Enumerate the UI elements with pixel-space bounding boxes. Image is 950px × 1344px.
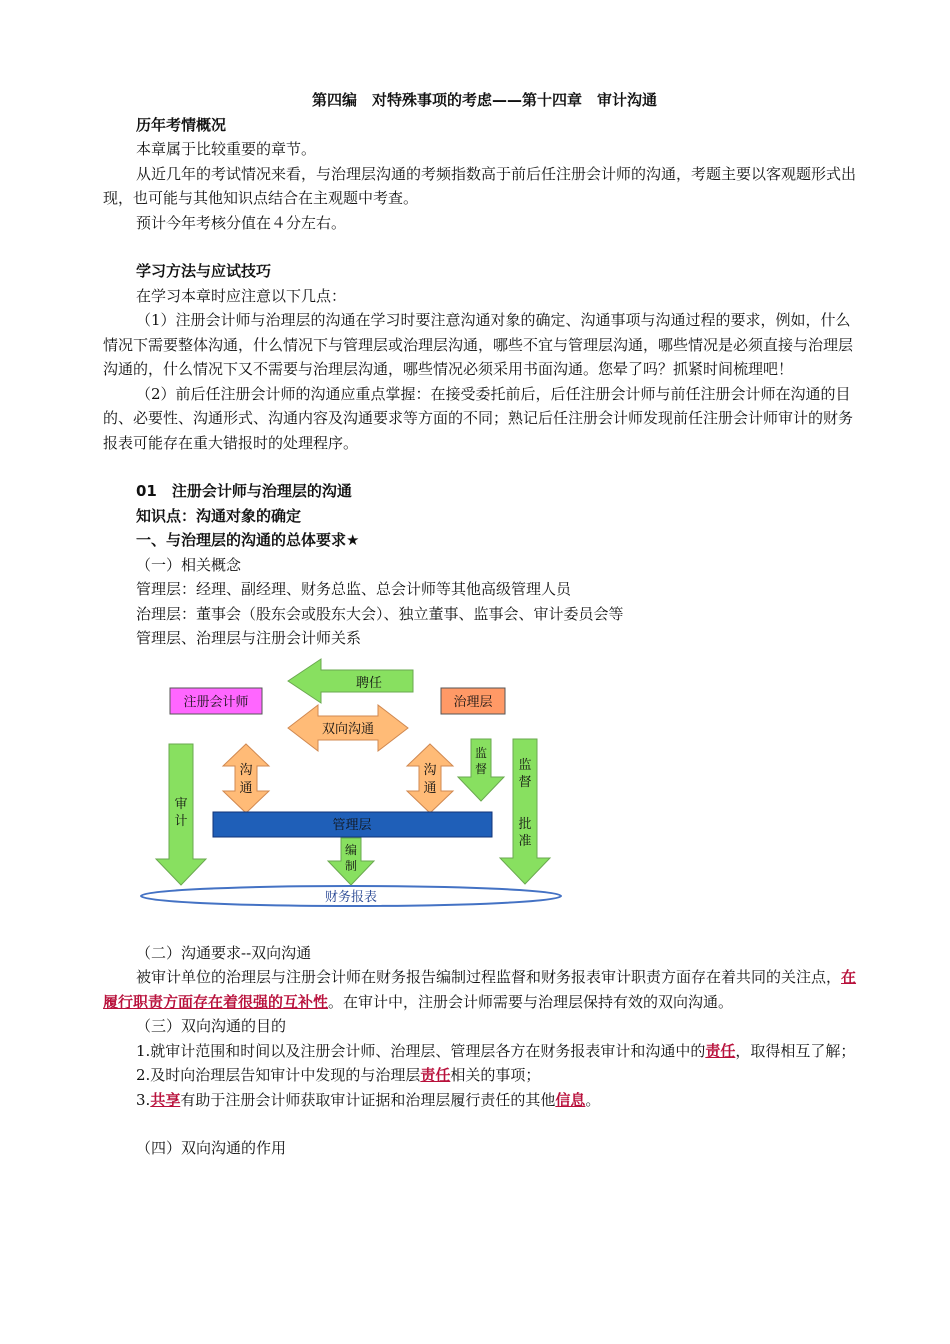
supervise-char-2: 督: [474, 761, 488, 776]
management-label: 管理层: [332, 817, 372, 833]
management-bar: [213, 812, 492, 837]
definition-management: 管理层：经理、副经理、财务总监、总会计师等其他高级管理人员: [136, 580, 572, 598]
emphasis-text: 责任: [420, 1066, 451, 1084]
paragraph: 在学习本章时应注意以下几点：: [136, 286, 347, 305]
page-title: 第四编 对特殊事项的考虑——第十四章 审计沟通: [311, 91, 657, 109]
audit-arrow: [156, 744, 206, 885]
hire-arrow: [288, 659, 413, 703]
emphasis-text: 在履行职责方面存在着很强的互补性: [103, 968, 857, 1011]
text-run: 有助于注册会计师获取审计证据和治理层履行责任的其他: [180, 1090, 556, 1109]
prepare-char-1: 编: [344, 842, 358, 857]
document-page: [103, 88, 858, 1161]
two-way-label: 双向沟通: [321, 721, 375, 737]
comm-right-char-2: 通: [423, 780, 437, 796]
paragraph: （1）注册会计师与治理层的沟通在学习时要注意沟通对象的确定、沟通事项与沟通过程的要求，例如，什么情况下需要整体沟通，什么情况下与管理层或治理层沟通，哪些不宜与管理层沟通，哪些情况是必须直接与治理层沟通的，什么情况下又不需要与治理层沟通，哪些情况必须采用书面沟通。您晕了吗？抓紧时间梳理吧！: [103, 311, 854, 378]
subsection-label: （三）双向沟通的目的: [136, 1017, 287, 1035]
financial-statements-label: 财务报表: [324, 889, 378, 905]
communication-arrow-right: [407, 744, 453, 813]
supervise-char-1: 监: [474, 745, 488, 760]
approve-char-1: 批: [518, 816, 532, 832]
paragraph: 预计今年考核分值在４分左右。: [136, 213, 347, 232]
prepare-char-2: 制: [344, 858, 358, 873]
text-run: 2.及时向治理层告知审计中发现的与治理层: [136, 1066, 421, 1084]
text-run: 被审计单位的治理层与注册会计师在财务报告编制过程监督和财务报表审计职责方面存在着共同的关注点，: [136, 968, 842, 986]
two-way-arrow: [288, 705, 408, 751]
subsection-label: （四）双向沟通的作用: [136, 1139, 287, 1157]
supervise-arrow: [458, 739, 504, 801]
knowledge-point-heading: 知识点：沟通对象的确定: [136, 506, 302, 525]
comm-right-char-1: 沟: [423, 762, 437, 778]
communication-arrow-left: [223, 744, 269, 813]
subsection-label: （一）相关概念: [136, 555, 242, 574]
section-heading-01: 01 注册会计师与治理层的沟通: [136, 482, 352, 500]
governance-box: [441, 688, 505, 714]
audit-char-1: 审: [174, 796, 188, 812]
cpa-box: [170, 688, 262, 714]
cpa-label: 注册会计师: [183, 694, 249, 710]
comm-left-char-2: 通: [239, 780, 253, 796]
subsection-label: （二）沟通要求--双向沟通: [136, 943, 312, 962]
governance-label: 治理层: [453, 694, 493, 710]
subsection-heading: 一、与治理层的沟通的总体要求★: [136, 531, 360, 549]
list-item: [103, 1088, 858, 1113]
list-item: [103, 1063, 858, 1088]
emphasis-text: 共享: [150, 1090, 181, 1109]
text-run: 3.: [136, 1090, 151, 1109]
paragraph-complementarity: [103, 965, 858, 1014]
supervise-approve-arrow: [500, 739, 550, 884]
section-heading-exam-overview: 历年考情概况: [136, 115, 227, 134]
emphasis-text: 信息: [555, 1090, 586, 1109]
text-run: 1.就审计范围和时间以及注册会计师、治理层、管理层各方在财务报表审计和沟通中的: [136, 1041, 706, 1060]
relationship-diagram: [103, 651, 858, 941]
paragraph: 从近几年的考试情况来看，与治理层沟通的考频指数高于前后任注册会计师的沟通，考题主要以客观题形式出现，也可能与其他知识点结合在主观题中考查。: [103, 164, 857, 207]
supervise-r-char-1: 监: [518, 757, 532, 773]
diagram-caption: 管理层、治理层与注册会计师关系: [136, 629, 362, 647]
paragraph: （2）前后任注册会计师的沟通应重点掌握：在接受委托前后，后任注册会计师与前任注册会计师在沟通的目的、必要性、沟通形式、沟通内容及沟通要求等方面的不同；熟记后任注册会计师发现前任注册会计师审计的财务报表可能存在重大错报时的处理程序。: [103, 384, 854, 452]
text-run: ，取得相互了解；: [735, 1041, 856, 1060]
list-item: [103, 1039, 858, 1064]
text-run: 。: [585, 1090, 601, 1109]
hire-label: 聘任: [355, 675, 383, 691]
approve-char-2: 准: [518, 833, 532, 849]
section-heading-study-method: 学习方法与应试技巧: [136, 262, 272, 280]
text-run: 。在审计中，注册会计师需要与治理层保持有效的双向沟通。: [328, 992, 734, 1011]
supervise-r-char-2: 督: [518, 774, 532, 790]
paragraph: 本章属于比较重要的章节。: [136, 140, 317, 158]
audit-char-2: 计: [174, 813, 188, 829]
prepare-arrow: [328, 838, 374, 885]
emphasis-text: 责任: [705, 1041, 736, 1060]
definition-governance: 治理层：董事会（股东会或股东大会）、独立董事、监事会、审计委员会等: [136, 604, 624, 623]
text-run: 相关的事项；: [450, 1066, 541, 1084]
financial-statements-ellipse: [141, 886, 561, 906]
comm-left-char-1: 沟: [239, 762, 253, 778]
